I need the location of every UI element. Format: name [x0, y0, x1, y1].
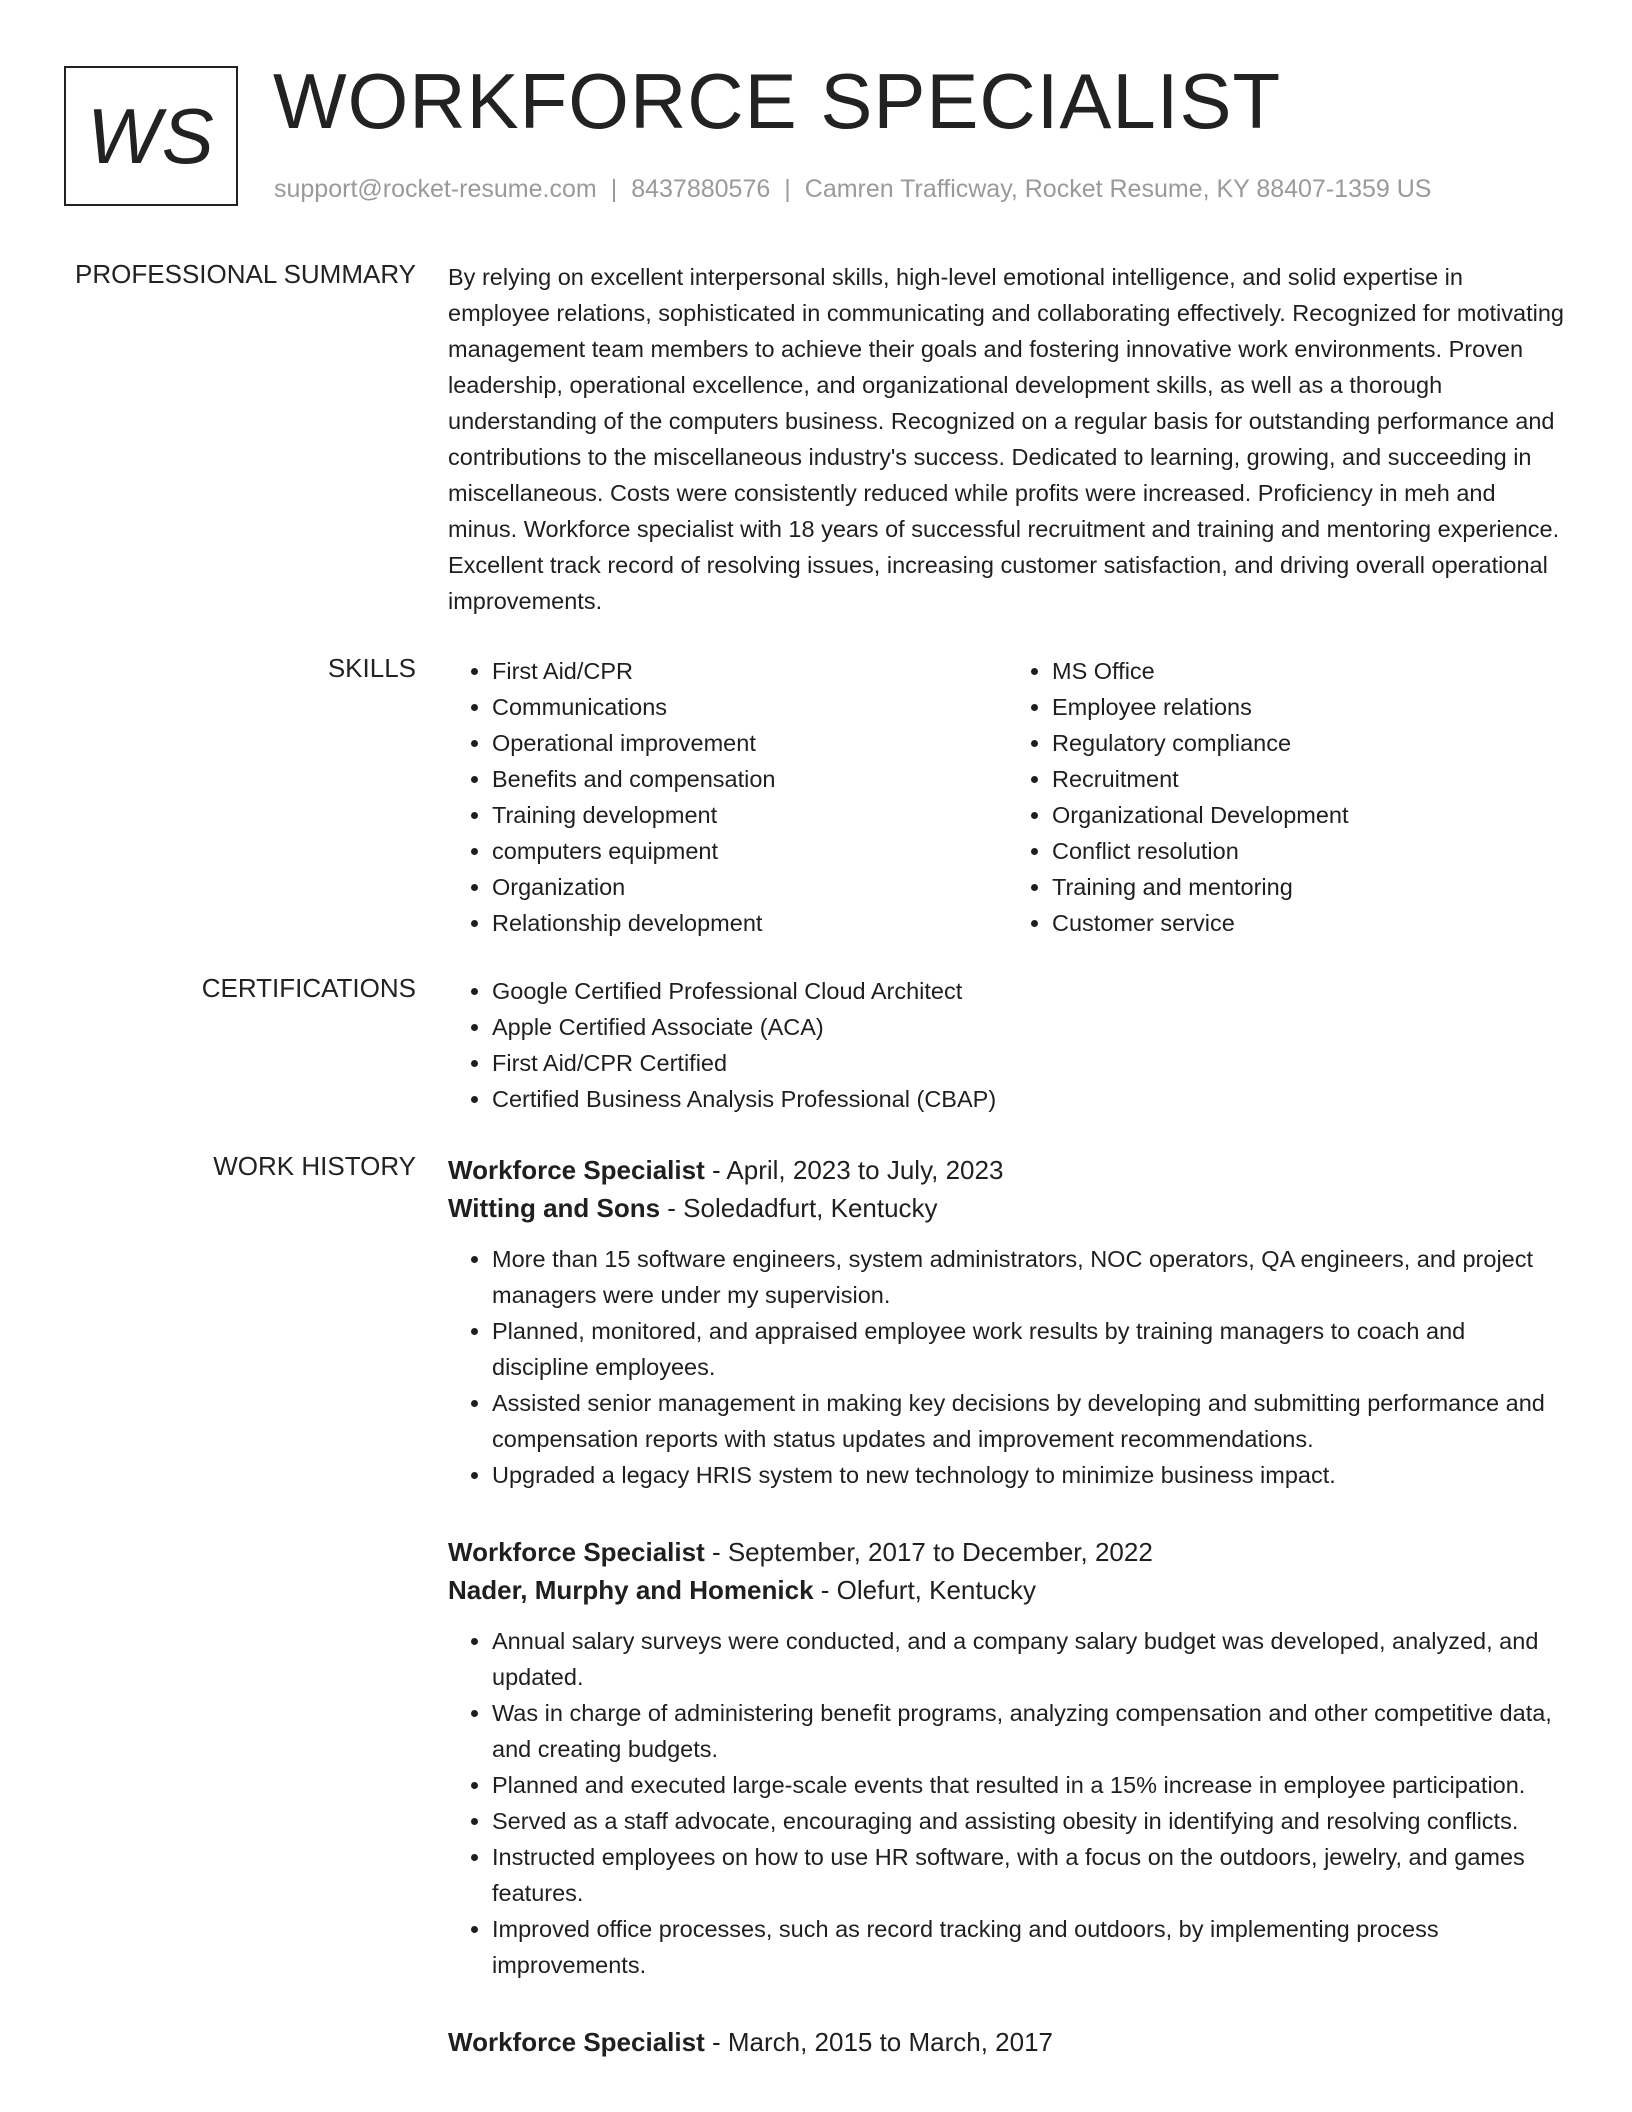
job-duties-list: [448, 1241, 1568, 1493]
job-entry: [448, 1533, 1568, 1983]
certification-item: • Google Certified Professional Cloud Architect: [492, 973, 1568, 1009]
job-title: Workforce Specialist: [448, 2027, 705, 2057]
job-company: Nader, Murphy and Homenick: [448, 1575, 814, 1605]
job-location: - Soledadfurt, Kentucky: [660, 1193, 938, 1223]
page-title: WORKFORCE SPECIALIST: [273, 57, 1282, 145]
section-label-summary: PROFESSIONAL SUMMARY: [75, 259, 416, 289]
contact-line: [274, 175, 1431, 204]
skill-item: • Employee relations: [1052, 689, 1568, 725]
job-company: Witting and Sons: [448, 1193, 661, 1223]
job-entry: [448, 2023, 1568, 2061]
job-duty-item: • Upgraded a legacy HRIS system to new technology to minimize business impact.: [492, 1457, 1568, 1493]
skill-item: • Relationship development: [492, 905, 1008, 941]
job-duty-item: • Improved office processes, such as record tracking and outdoors, by implementing process improvements.: [492, 1911, 1568, 1983]
job-title: Workforce Specialist: [448, 1537, 705, 1567]
skill-item: • Training development: [492, 797, 1008, 833]
skill-item: • Communications: [492, 689, 1008, 725]
job-entry: [448, 1151, 1568, 1493]
job-title-line: [448, 2023, 1568, 2061]
skill-item: • MS Office: [1052, 653, 1568, 689]
skills-list-right: [1008, 653, 1568, 941]
job-duty-item: • Was in charge of administering benefit programs, analyzing compensation and other competitive data, and creating budgets.: [492, 1695, 1568, 1767]
certification-item: • Apple Certified Associate (ACA): [492, 1009, 1568, 1045]
certifications-list: [448, 973, 1568, 1117]
section-label-work-history: WORK HISTORY: [213, 1151, 416, 1181]
job-company-line: [448, 1189, 1568, 1227]
job-duty-item: • More than 15 software engineers, system administrators, NOC operators, QA engineers, and project managers were under my supervision.: [492, 1241, 1568, 1313]
job-duty-item: • Instructed employees on how to use HR software, with a focus on the outdoors, jewelry, and games features.: [492, 1839, 1568, 1911]
contact-phone[interactable]: 8437880576: [631, 175, 771, 203]
contact-address: Camren Trafficway, Rocket Resume, KY 88407-1359 US: [804, 175, 1432, 203]
summary-content: [448, 259, 1568, 619]
section-label-skills: SKILLS: [327, 653, 416, 683]
skill-item: • Operational improvement: [492, 725, 1008, 761]
certification-item: • First Aid/CPR Certified: [492, 1045, 1568, 1081]
certification-item: • Certified Business Analysis Professional (CBAP): [492, 1081, 1568, 1117]
contact-separator: |: [610, 175, 618, 203]
section-label-certifications: CERTIFICATIONS: [201, 973, 416, 1003]
summary-text: By relying on excellent interpersonal skills, high-level emotional intelligence, and solid expertise in employee relations, sophisticated in communicating and collaborating effectively. Recognized for motivating management team members to achieve their goals and fostering innovative work environments. Proven leadership, operational excellence, and organizational development skills, as well as a thorough understanding of the computers business. Recognized on a regular basis for outstanding performance and contributions to the miscellaneous industry's success. Dedicated to learning, growing, and succeeding in miscellaneous. Costs were consistently reduced while profits were increased. Proficiency in meh and minus. Workforce specialist with 18 years of successful recruitment and training and mentoring experience. Excellent track record of resolving issues, increasing customer satisfaction, and driving overall operational improvements.: [448, 264, 1564, 614]
job-title-line: [448, 1151, 1568, 1189]
skill-item: • Organization: [492, 869, 1008, 905]
skills-columns: [448, 653, 1568, 941]
job-duty-item: • Served as a staff advocate, encouraging and assisting obesity in identifying and resolving conflicts.: [492, 1803, 1568, 1839]
job-dates: - September, 2017 to December, 2022: [704, 1537, 1153, 1567]
monogram-logo: WS: [64, 66, 238, 206]
skill-item: • Conflict resolution: [1052, 833, 1568, 869]
job-dates: - March, 2015 to March, 2017: [704, 2027, 1054, 2057]
skills-list-left: [448, 653, 1008, 941]
job-title: Workforce Specialist: [448, 1155, 705, 1185]
contact-separator: |: [784, 175, 791, 203]
skill-item: • Recruitment: [1052, 761, 1568, 797]
skill-item: • Organizational Development: [1052, 797, 1568, 833]
contact-email[interactable]: support@rocket-resume.com: [274, 175, 597, 203]
job-duty-item: • Planned, monitored, and appraised employee work results by training managers to coach and discipline employees.: [492, 1313, 1568, 1385]
job-duty-item: • Annual salary surveys were conducted, and a company salary budget was developed, analyzed, and updated.: [492, 1623, 1568, 1695]
certifications-content: [448, 973, 1568, 1117]
job-company-line: [448, 1571, 1568, 1609]
job-duties-list: [448, 1623, 1568, 1983]
job-location: - Olefurt, Kentucky: [813, 1575, 1037, 1605]
skill-item: • Training and mentoring: [1052, 869, 1568, 905]
job-duty-item: • Planned and executed large-scale events that resulted in a 15% increase in employee participation.: [492, 1767, 1568, 1803]
skill-item: • First Aid/CPR: [492, 653, 1008, 689]
skill-item: • Customer service: [1052, 905, 1568, 941]
skill-item: • Regulatory compliance: [1052, 725, 1568, 761]
skill-item: • computers equipment: [492, 833, 1008, 869]
skill-item: • Benefits and compensation: [492, 761, 1008, 797]
job-duty-item: • Assisted senior management in making key decisions by developing and submitting performance and compensation reports with status updates and improvement recommendations.: [492, 1385, 1568, 1457]
work-history-content: [448, 1151, 1568, 2101]
job-title-line: [448, 1533, 1568, 1571]
job-dates: - April, 2023 to July, 2023: [704, 1155, 1004, 1185]
